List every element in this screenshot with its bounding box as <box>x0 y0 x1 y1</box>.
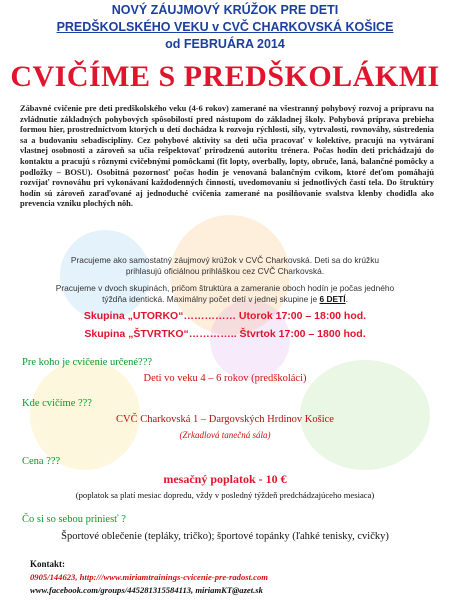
contact-phone-web[interactable]: 0905/144623, http:///www.miriamtrainings-cvicenie-pre-radost.com <box>30 572 268 582</box>
info-line-4-prefix: týždňa identická. Maximálny počet detí v jednej skupine je <box>102 294 320 304</box>
answer-bring: Športové oblečenie (tepláky, tričko); športové topánky (ľahké tenisky, cvičky) <box>61 531 389 542</box>
question-bring: Čo si so sebou priniesť ? <box>22 514 126 525</box>
price-note: (poplatok sa platí mesiac dopredu, vždy v posledný týždeň predchádzajúceho mesiaca) <box>75 490 375 500</box>
answer-where-room: (Zrkadlová tanečná sála) <box>179 430 271 440</box>
page-title: CVIČÍME S PREDŠKOLÁKMI <box>10 60 440 93</box>
answer-where: CVČ Charkovská 1 – Dargovských Hrdinov Košice <box>116 414 334 425</box>
group-thursday: Skupina „ŠTVRTKO“………….. Štvrtok 17:00 – 1800 hod. <box>84 328 366 340</box>
question-price: Cena ??? <box>22 456 61 467</box>
max-children-count: 6 DETÍ <box>319 294 346 304</box>
info-line-1: Pracujeme ako samostatný záujmový krúžok v CVČ Charkovská. Deti sa do krúžku <box>70 255 380 265</box>
header-line-2 <box>0 20 450 34</box>
price-value: mesačný poplatok - 10 € <box>163 472 287 486</box>
answer-who: Deti vo veku 4 – 6 rokov (predškoláci) <box>143 373 307 384</box>
header-line-2-text: PREDŠKOLSKÉHO VEKU v CVČ CHARKOVSKÁ KOŠICE <box>56 20 394 34</box>
group-tuesday: Skupina „UTORKO“…………… Utorok 17:00 – 18:00 hod. <box>83 310 367 322</box>
info-line-3: Pracujeme v dvoch skupinách, pričom štruktúra a zameranie oboch hodín je počas jedného <box>55 283 395 293</box>
question-where: Kde cvičíme ??? <box>22 398 92 409</box>
info-line-4-suffix: . <box>345 294 348 304</box>
info-line-2: prihlasujú oficiálnou prihláškou cez CVČ Charkovská. <box>125 266 325 276</box>
contact-label: Kontakt: <box>30 559 66 569</box>
question-who: Pre koho je cvičenie určené??? <box>22 357 153 368</box>
header-line-3: od FEBRUÁRA 2014 <box>165 37 285 51</box>
info-line-4 <box>0 294 450 305</box>
intro-paragraph: Zábavné cvičenie pre deti predškolského veku (4-6 rokov) zamerané na všestranný pohybový rozvoj a prípravu na zvládnutie základných pohybových spôsobilostí pred nástupom do základnej školy. Pohybová príprava prebieha formou hier, prostredníctvom ktorých u detí dochádza k rozvoju rýchlosti, sily, vytrvalosti, rovnováhy, sústredenia sa a budovaniu sebadisciplíny. Cez pohybové aktivity sa deti učia pracovať v kolektíve, pracujú na vytváraní vlastnej osobnosti a zároveň sa učia rešpektovať prirodzenú autoritu trénera. Počas hodín deti prichádzajú do kontaktu a pracujú s rôznymi cvičebnými pomôckami (fit lopty, overbally, lopty, obruče, laná, balančné pomôcky a podložky – BOSU). Osobitná pozornosť počas hodín je venovaná balančným cvikom, ktoré deťom pomáhajú rozvíjať rovnováhu pri vykonávaní každodenných činností, uvedomovaniu si jednotlivých častí tela. Do štruktúry hodín sú zároveň zaraďované aj jednoduché cvičenia zamerané na posilňovanie svalstva klenby chodidla ako prevencia vzniku plochých nôh. <box>20 104 434 209</box>
contact-facebook-email[interactable]: www.facebook.com/groups/445281315584113, miriamKT@azet.sk <box>30 585 263 595</box>
header-line-1: NOVÝ ZÁUJMOVÝ KRÚŽOK PRE DETI <box>111 3 339 17</box>
